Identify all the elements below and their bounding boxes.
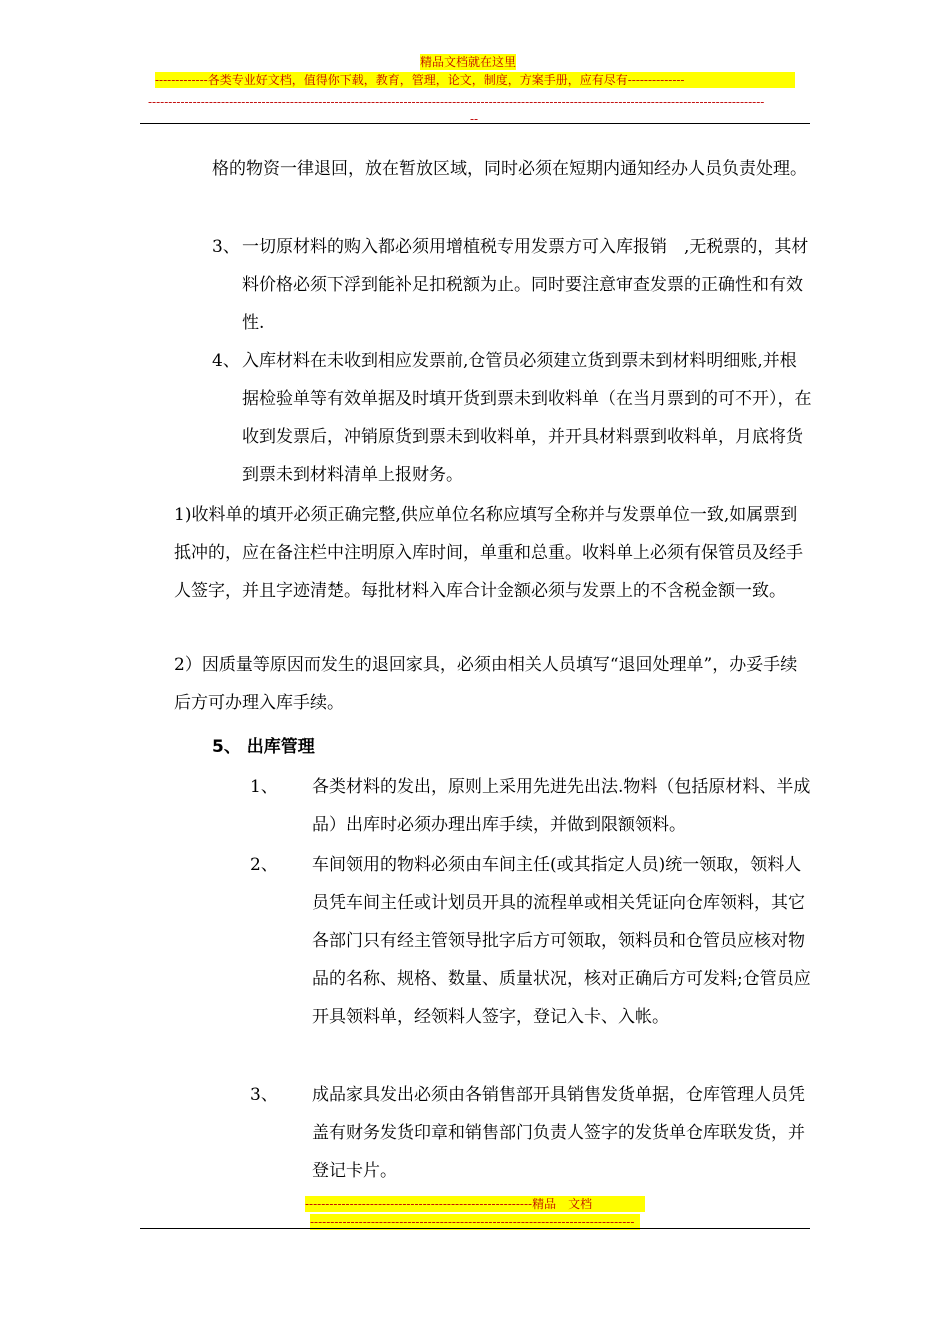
header-title: 精品文档就在这里	[420, 55, 517, 69]
list-item-number: 3、	[212, 237, 240, 257]
footer-rule	[140, 1228, 810, 1229]
outbound-item-text: 各类材料的发出，原则上采用先进先出法.物料（包括原材料、半成品）出库时必须办理出库手续，并做到限额领料。	[312, 777, 811, 835]
section-heading: 5、 出库管理	[212, 737, 315, 757]
list-item-text: 入库材料在未收到相应发票前,仓管员必须建立货到票未到材料明细账,并根据检验单等有效单据及时填开货到票未到收料单（在当月票到的可不开），在收到发票后，冲销原货到票未到收料单，并开具材料票到收料单，月底将货到票未到材料清单上报财务。	[242, 351, 812, 485]
outbound-item-text: 成品家具发出必须由各销售部开具销售发货单据，仓库管理人员凭盖有财务发货印章和销售部门负责人签字的发货单仓库联发货，并登记卡片。	[312, 1085, 805, 1181]
list-item-number: 4、	[212, 351, 240, 371]
footer-line-2: --------------------------------------------------------------------------------	[310, 1214, 640, 1230]
sub-paragraph-1: 1)收料单的填开必须正确完整,供应单位名称应填写全称并与发票单位一致,如属票到抵冲的，应在备注栏中注明原入库时间，单重和总重。收料单上必须有保管员及经手人签字，并且字迹清楚。每批材料入库合计金额必须与发票上的不含税金额一致。	[174, 505, 803, 601]
header-rule	[140, 123, 810, 124]
footer-line-1: --------------------------------------------------------精品 文档	[305, 1196, 645, 1212]
list-item	[212, 228, 812, 342]
list-item-text: 一切原材料的购入都必须用增植税专用发票方可入库报销 ,无税票的，其材料价格必须下浮到能补足扣税额为止。同时要注意审查发票的正确性和有效性.	[242, 237, 809, 333]
outbound-item-number: 1、	[250, 777, 278, 797]
header-dash-tail: --	[470, 112, 479, 126]
outbound-item-number: 2、	[250, 855, 278, 875]
outbound-item-text: 车间领用的物料必须由车间主任(或其指定人员)统一领取，领料人员凭车间主任或计划员开具的流程单或相关凭证向仓库领料，其它各部门只有经主管领导批字后方可领取，领料员和仓管员应核对物品的名称、规格、数量、质量状况，核对正确后方可发料;仓管员应开具领料单，经领料人签字，登记入卡、入帐。	[312, 855, 811, 1027]
header-dashes: --------------------------------------------------------------------------------------------------------------------------------------------------------	[148, 95, 765, 109]
outbound-item-number: 3、	[250, 1085, 278, 1105]
sub-paragraph-2: 2）因质量等原因而发生的退回家具，必须由相关人员填写“退回处理单”，办妥手续后方可办理入库手续。	[174, 655, 798, 713]
header-slogan: -------------各类专业好文档，值得你下载，教育，管理，论文，制度，方案手册，应有尽有--------------	[155, 72, 795, 88]
paragraph-continued: 格的物资一律退回，放在暂放区域，同时必须在短期内通知经办人员负责处理。	[212, 159, 807, 179]
list-item	[212, 342, 812, 494]
